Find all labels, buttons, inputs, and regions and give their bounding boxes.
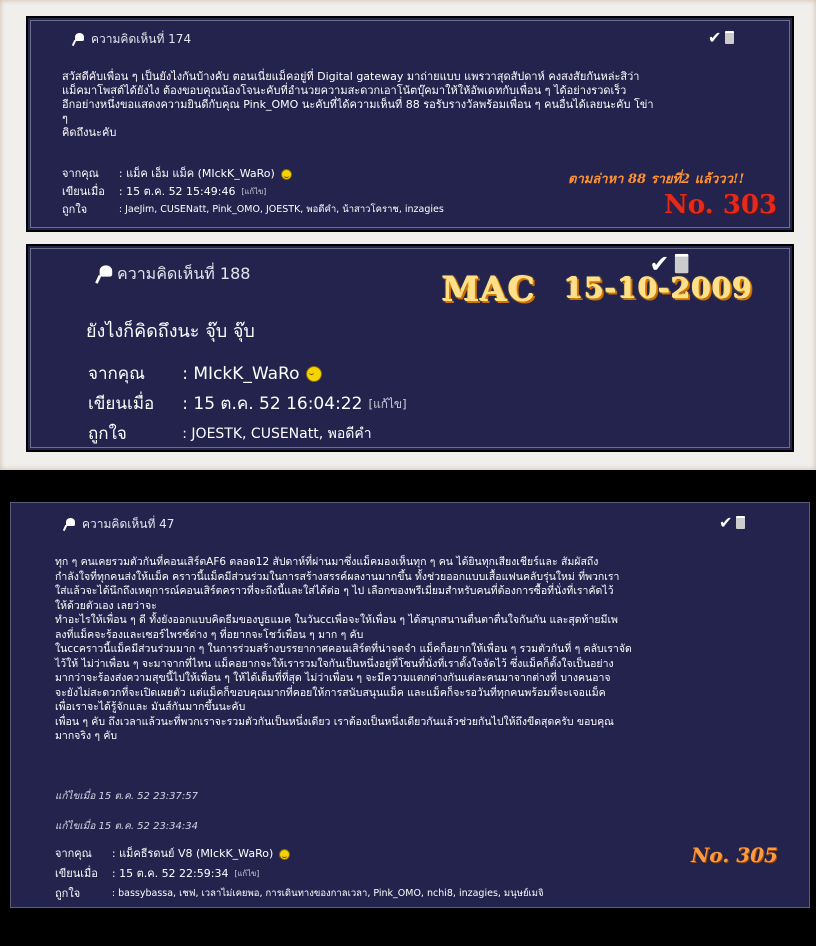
check-icon[interactable]: ✔ <box>708 28 722 47</box>
comment-body: สวัสดีคับเพื่อน ๆ เป็นยังไงกันบ้างคับ ตอนเนี่ยแม็คอยู่ที่ Digital gateway มาถ่ายแบบ แพรวาสุดสัปดาห์ คงสงสัยกันหล่ะสิว่า แม็คมาโพสต์ได้ยังไง ต้องขอบคุณน้องโจนะคับที่อำนวยความสะดวกเอาโน้ตบุ๊คมาให้ให้อัพเดทกับเพื่อน ๆ ได้อย่างรวดเร็ว อีกอย่างหนึ่งขอแสดงความยินดีกับคุณ Pink_OMO นะคับที่ได้ความเห็นที่ 88 รอรับรางวัลพร้อมเพื่อน ๆ คนอื่นได้เลยนะคับ โข่า ๆ คิดถึงนะคับ <box>62 70 654 139</box>
pen-icon <box>72 33 85 46</box>
overlay-number: No. 305 <box>691 843 778 867</box>
comment-number: ความคิดเห็นที่ 174 <box>91 32 192 46</box>
like-value: : bassybassa, เชฟ, เวลาไม่เคยพอ, การเดินทางของกาลเวลา, Pink_OMO, nchi8, inzagies, มนุษย์เมจิ <box>111 888 544 899</box>
edit-link[interactable]: [แก้ไข] <box>234 869 260 878</box>
comment-panel-174 <box>26 16 794 232</box>
comment-tools <box>719 513 745 532</box>
comment-header <box>98 262 250 287</box>
comment-body: ยังไงก็คิดถึงนะ จุ๊บ จุ๊บ <box>86 321 255 342</box>
trash-icon[interactable] <box>736 516 745 529</box>
comment-number: ความคิดเห็นที่ 188 <box>117 264 251 283</box>
comment-meta <box>88 360 407 448</box>
smiley-icon <box>281 169 292 180</box>
date-label: เขียนเมื่อ <box>88 394 155 414</box>
overlay-caption: ตามล่าหา 88 รายที่2 แล้ววว!! <box>568 172 745 187</box>
comment-number: ความคิดเห็นที่ 47 <box>82 517 175 531</box>
edit-link[interactable]: [แก้ไข] <box>241 187 267 196</box>
smiley-icon <box>279 849 290 860</box>
comment-panel-188 <box>26 244 794 452</box>
like-label: ถูกใจ <box>88 424 127 444</box>
comment-panel-47 <box>10 502 810 908</box>
date-value: : 15 ต.ค. 52 22:59:34 <box>111 867 229 880</box>
date-value: : 15 ต.ค. 52 16:04:22 <box>182 394 363 414</box>
from-value[interactable]: : แม็ค เอ็ม แม็ค (MIckK_WaRo) <box>118 167 275 180</box>
trash-icon[interactable] <box>676 254 690 274</box>
comment-tools <box>708 28 734 47</box>
comment-meta <box>62 166 444 218</box>
date-label: เขียนเมื่อ <box>55 867 98 880</box>
from-value[interactable]: : แม็คธีรดนย์ V8 (MIckK_WaRo) <box>111 847 274 860</box>
edit-link[interactable]: [แก้ไข] <box>368 397 407 411</box>
like-value: : JaeJim, CUSENatt, Pink_OMO, JOESTK, พอดีคำ, น้าสาวโคราช, inzagies <box>118 204 444 215</box>
pen-icon <box>63 518 76 531</box>
edit-history-1: แก้ไขเมื่อ 15 ต.ค. 52 23:37:57 <box>55 791 198 802</box>
from-label: จากคุณ <box>55 847 92 860</box>
from-label: จากคุณ <box>88 364 145 384</box>
from-value[interactable]: : MIckK_WaRo <box>182 364 300 384</box>
like-label: ถูกใจ <box>55 887 81 900</box>
like-label: ถูกใจ <box>62 203 88 216</box>
comment-header <box>72 30 191 49</box>
smiley-icon <box>306 366 322 382</box>
from-label: จากคุณ <box>62 167 99 180</box>
overlay-number: No. 303 <box>664 190 778 220</box>
comment-header <box>63 515 174 534</box>
date-label: เขียนเมื่อ <box>62 185 105 198</box>
check-icon[interactable]: ✔ <box>719 513 733 532</box>
overlay-date: 15-10-2009 <box>564 272 754 305</box>
edit-history-2: แก้ไขเมื่อ 15 ต.ค. 52 23:34:34 <box>55 821 198 832</box>
like-value: : JOESTK, CUSENatt, พอดีคำ <box>182 426 372 442</box>
comment-meta <box>55 845 544 903</box>
pen-icon <box>95 265 113 283</box>
date-value: : 15 ต.ค. 52 15:49:46 <box>118 185 236 198</box>
check-icon[interactable]: ✔ <box>649 249 670 278</box>
trash-icon[interactable] <box>725 31 734 44</box>
overlay-mac: MAC <box>442 270 537 310</box>
comment-body: ทุก ๆ คนเคยรวมตัวกันที่คอนเสิร์ตAF6 ตลอด12 สัปดาห์ที่ผ่านมาซึ่งแม็คมองเห็นทุก ๆ คน ได้ยินทุกเสียงเชียร์และ สัมผัสถึง กำลังใจที่ทุกคนส่งให้แม็ค คราวนี้แม็คมีส่วนร่วมในการสร้างสรรค์ผลงานมากขึ้น ทั้งช่วยออกแบบเสื้อแฟนคลับรุ่นใหม่ ที่พวกเรา ใส่แล้วจะได้นึกถึงเหตุการณ์คอนเสิร์ตคราวที่จะถึงนี้และใส่ได้ต่อ ๆ ไป เลือกของพรีเมี่ยมสำหรับคนที่ต้องการซื้อที่นั่งที่เราคัดไว้ ให้ด้วยตัวเอง เลยว่าจะ ทำอะไรให้เพื่อน ๆ ดี ทั้งยังออกแบบคิดธีมของบูธแมค ในวันccเพื่อจะให้เพื่อน ๆ ได้สนุกสนานตื่นตาตื่นใจกันกัน และสุดท้ายมีเพ ลงที่แม็คจะร้องและเซอร์ไพรซ์ต่าง ๆ ที่อยากจะโชว์เพื่อน ๆ มาก ๆ คับ ในccคราวนี้แม็คมีส่วนร่วมมาก ๆ ในการร่วมสร้างบรรยากาศคอนเสิร์ตที่น่าจดจำ แม็คก็อยากให้เพื่อน ๆ รวมตัวกันที่ ๆ คลับเราจัด ไว้ให้ ไม่ว่าเพื่อน ๆ จะมาจากที่ไหน แม็คอยากจะให้เรารวมใจกันเป็นหนึ่งอยู่ที่โซนที่นั่งที่เราตั้งใจจัดไว้ ซึ่งแม็คก็ตั้งใจเป็นอย่าง มากว่าจะร้องส่งความสุขนี้ไปให้เพื่อน ๆ ให้ได้เต็มที่ที่สุด ไม่ว่าเพื่อน ๆ จะมีความแตกต่างกันแต่ละคนมาจากต่างที่ บางคนอาจ จะยังไม่สะดวกที่จะเปิดเผยตัว แต่แม็คก็ขอบคุณมากที่คอยให้การสนับสนุนแม็ค และแม็คก็จะรอวันที่ทุกคนพร้อมที่จะเจอแม็ค เพื่อเราจะได้รู้จักและ มันส์กันมากขึ้นนะคับ เพื่อน ๆ คับ ถึงเวลาแล้วนะที่พวกเราจะรวมตัวกันเป็นหนึ่งเดียว เราต้องเป็นหนึ่งเดียวกันแล้วช่วยกันไปให้ถึงขีดสุดครับ ขอบคุณ มากจริง ๆ คับ <box>55 556 632 742</box>
